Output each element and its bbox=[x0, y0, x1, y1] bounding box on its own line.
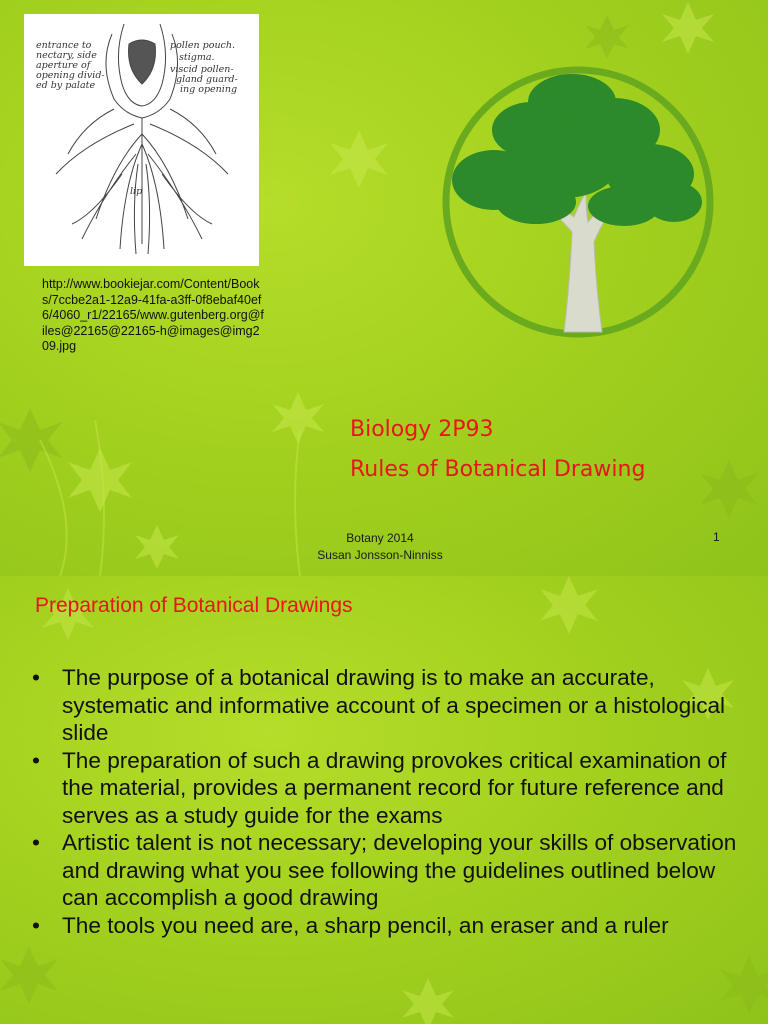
bullet-item bbox=[28, 747, 753, 830]
slide-content bbox=[0, 576, 768, 1024]
image-source-url: http://www.bookiejar.com/Content/Books/7ccbe2a1-12a9-41fa-a3ff-0f8ebaf40ef6/4060_r1/22165/www.gutenberg.org@files@22165@22165-h@images@img209.jpg bbox=[42, 277, 264, 353]
slide-number: 1 bbox=[713, 530, 720, 544]
sketch-label-left-4: opening divid- bbox=[36, 70, 105, 81]
bullet-marker: • bbox=[32, 665, 40, 690]
bullet-marker: • bbox=[32, 830, 40, 855]
bullet-text: The preparation of such a drawing provokes critical examination of the material, provides a permanent record for future reference and serves as a study guide for the exams bbox=[62, 747, 727, 828]
orchid-sketch-image bbox=[24, 14, 259, 266]
bullet-text: The purpose of a botanical drawing is to make an accurate, systematic and informative account of a specimen or a histological slide bbox=[62, 665, 726, 745]
footer-course: Botany 2014 bbox=[346, 531, 414, 545]
slide-title-block bbox=[350, 410, 645, 490]
section-heading: Preparation of Botanical Drawings bbox=[35, 594, 353, 617]
bullet-text: The tools you need are, a sharp pencil, an eraser and a ruler bbox=[62, 912, 669, 938]
footer-author: Susan Jonsson-Ninniss bbox=[317, 548, 443, 562]
sketch-label-lip: lip bbox=[130, 186, 143, 197]
presentation-title: Rules of Botanical Drawing bbox=[350, 457, 646, 482]
bullet-item bbox=[28, 829, 753, 912]
bullet-text: Artistic talent is not necessary; developing your skills of observation and drawing what you see following the guidelines outlined below can accomplish a good drawing bbox=[62, 830, 737, 910]
sketch-label-left-5: ed by palate bbox=[36, 80, 96, 91]
sketch-label-left-2: nectary, side bbox=[36, 50, 97, 61]
sketch-label-right-5: ing opening bbox=[180, 84, 238, 95]
course-code-title: Biology 2P93 bbox=[350, 417, 494, 442]
bullet-item bbox=[28, 912, 753, 940]
sketch-label-right-1: pollen pouch. bbox=[170, 40, 236, 51]
slide-footer bbox=[260, 530, 500, 564]
bullet-list bbox=[28, 664, 753, 939]
bullet-item bbox=[28, 664, 753, 747]
sketch-label-right-4: gland guard- bbox=[176, 74, 238, 85]
tree-foliage bbox=[452, 74, 702, 226]
sketch-label-left-1: entrance to bbox=[36, 40, 92, 51]
sketch-label-right-2: stigma. bbox=[179, 52, 215, 63]
bullet-marker: • bbox=[32, 912, 40, 938]
sketch-label-right-3: viscid pollen- bbox=[170, 64, 234, 75]
bullet-marker: • bbox=[32, 747, 40, 773]
sketch-label-left-3: aperture of bbox=[36, 60, 91, 71]
tree-illustration bbox=[424, 62, 732, 342]
